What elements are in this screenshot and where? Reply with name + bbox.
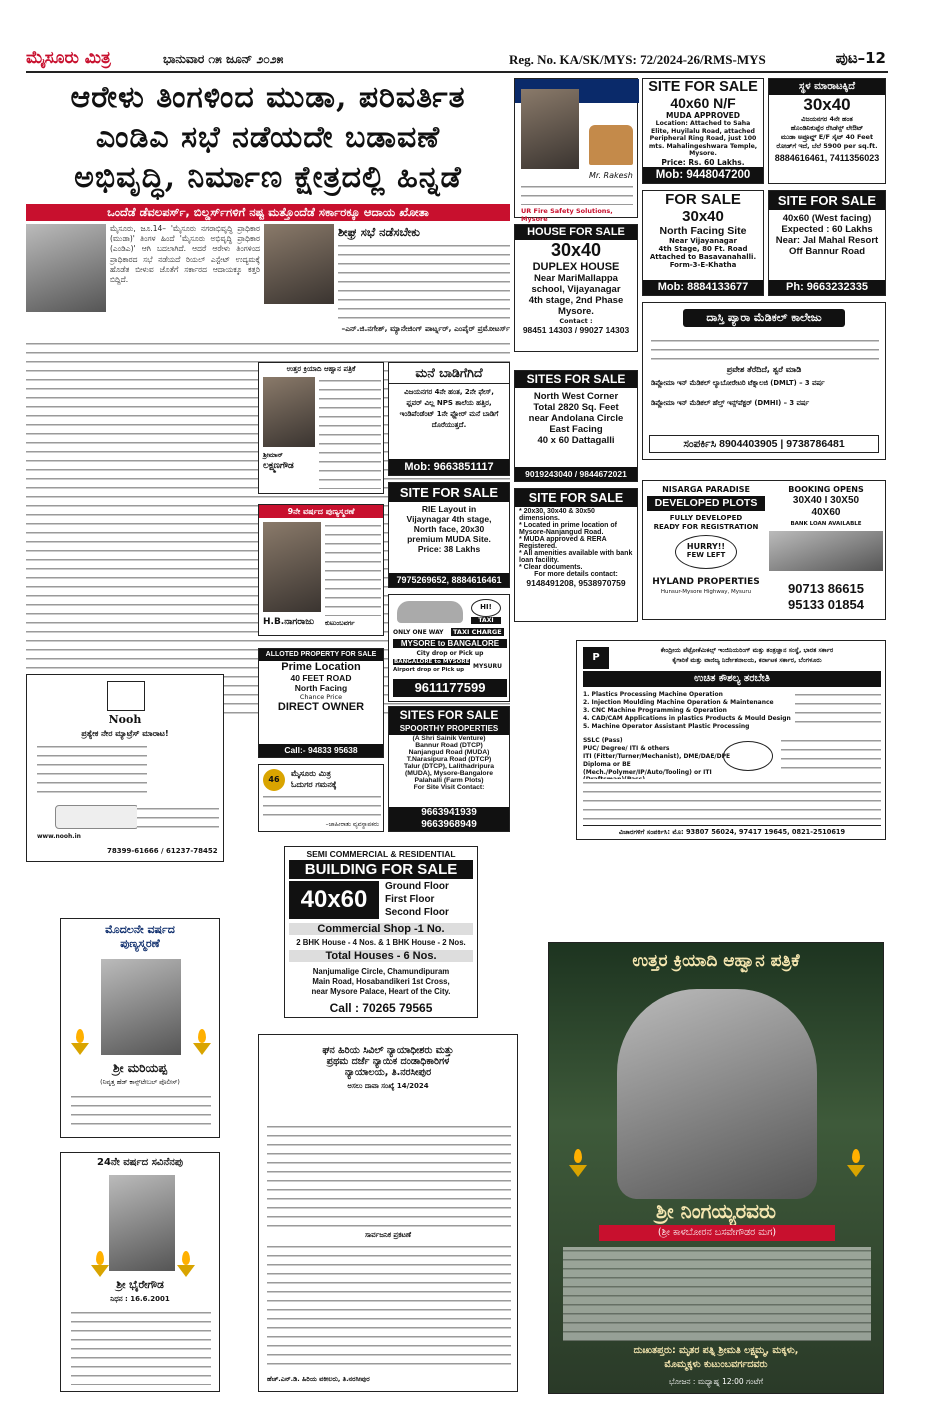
cipet-header: ಕೇಂದ್ರೀಯ ಪೆಟ್ರೋಕೆಮಿಕಲ್ಸ್ ಇಂಜಿನಿಯರಿಂಗ್ ಮತ್ತು ತಂತ್ರಜ್ಞಾನ ಸಂಸ್ಥೆ, ಭಾರತ ಸರ್ಕಾರ <box>660 647 834 654</box>
site-20x30-l2: * Located in prime location of Mysore-Nanjangud Road. <box>519 522 618 536</box>
birthday-photo <box>521 89 579 169</box>
cipet-course-5: 5. Machine Operator Assistant Plastic Processing <box>583 723 750 730</box>
taxi-route-2b: Airport drop or Pick up <box>393 667 465 673</box>
site-3040-kn-l1: ವಿಜಯನಗರ 4ನೇ ಹಂತ <box>801 115 853 123</box>
nooh-brand: Nooh <box>108 713 142 726</box>
hurry-bubble <box>675 535 737 569</box>
medical-phone: ಸಂಪರ್ಕಿಸಿ 8904403905 | 9738786481 <box>649 435 879 453</box>
readers-text <box>263 793 381 821</box>
obit-bhairegowda-photo <box>109 1175 175 1271</box>
house-sale-l2: school, Vijayanagar <box>531 284 621 295</box>
nooh-phone: 78399-61666 / 61237-78452 <box>107 847 218 855</box>
allotted-l1: Prime Location <box>281 661 361 673</box>
court-title-1: ಘನ ಹಿರಿಯ ಸಿವಿಲ್ ನ್ಯಾಯಾಧೀಶರು ಮತ್ತು <box>322 1045 454 1056</box>
spoorthy-sub: SPOORTHY PROPERTIES <box>389 723 509 735</box>
house-sale-ad <box>514 224 638 352</box>
sites-andolana-l4: East Facing <box>549 424 603 435</box>
obit-lakshman-name: ಲಕ್ಷ್ಮಣಗೌಡ <box>263 461 294 471</box>
site-20x30-phone: 9148491208, 9538970759 <box>526 578 626 588</box>
spoorthy-l3: Nanjangud Road (MUDA) <box>408 749 490 756</box>
obit-nagaraju-name: H.B.ನಾಗರಾಜು <box>263 617 315 627</box>
nisarga-loan: BANK LOAN AVAILABLE <box>790 521 862 527</box>
house-sale-l4: Mysore. <box>558 306 594 317</box>
spoorthy-l2: Bannur Road (DTCP) <box>415 742 483 749</box>
building-sale-ad <box>284 846 478 1018</box>
obit-ningayya-food: ಭೋಜನ : ಮಧ್ಯಾಹ್ನ 12:00 ಗಂಟೆಗೆ <box>668 1377 764 1386</box>
cipet-course-2: 2. Injection Moulding Machine Operation & Maintenance <box>583 699 774 706</box>
nisarga-photo <box>769 531 883 571</box>
site-3040-kn-ad <box>768 78 886 184</box>
obit-nagaraju-title: 9ನೇ ವರ್ಷದ ಪುಣ್ಯಸ್ಮರಣೆ <box>259 505 383 518</box>
obit-mariyappa-name: ಶ್ರೀ ಮರಿಯಪ್ಪ <box>113 1061 167 1075</box>
site-4060-title: SITE FOR SALE <box>648 79 758 95</box>
medical-title: ದಾಸ್ತಿ ಪ್ಯಾರಾ ಮೆಡಿಕಲ್ ಕಾಲೇಜು <box>683 309 845 327</box>
taxi-phone: 9611177599 <box>393 679 507 697</box>
site-rie-l5: Price: 38 Lakhs <box>417 544 481 554</box>
birthday-ad <box>514 78 638 223</box>
sites-andolana-phone: 9019243040 / 9844672021 <box>515 467 637 481</box>
flame-icon-right <box>198 1029 206 1043</box>
taxi-route-2c: MYSURU <box>473 663 503 670</box>
site-4060-approved: MUDA APPROVED <box>665 111 741 120</box>
obit-lakshman-photo <box>263 377 315 447</box>
obit-ningayya <box>548 942 884 1394</box>
site-20x30-ad <box>514 488 638 622</box>
obit-ningayya-text <box>563 1247 871 1341</box>
sites-andolana-l2: Total 2820 Sq. Feet <box>533 402 619 413</box>
obit-mariyappa-text <box>71 1093 211 1131</box>
site-jal-title: SITE FOR SALE <box>769 191 885 210</box>
birthday-wishes <box>521 183 633 205</box>
obit-bhairegowda-title: 24ನೇ ವರ್ಷದ ಸವಿನೆನಪು <box>97 1157 183 1168</box>
site-3040-kn-phone: 8884616461, 7411356023 <box>774 153 880 163</box>
masthead-rule <box>26 71 888 73</box>
readers-title: ಓದುಗರ ಗಮನಕ್ಕೆ <box>291 780 337 789</box>
obit-bhairegowda <box>60 1152 220 1392</box>
spoorthy-title: SITES FOR SALE <box>389 707 509 723</box>
nisarga-phone-2: 95133 01854 <box>788 597 864 612</box>
masthead <box>26 44 886 70</box>
cipet-logo: P <box>583 647 609 669</box>
readers-logo: ಮೈಸೂರು ಮಿತ್ರ <box>291 769 331 778</box>
for-sale-3040-mobile: Mob: 8884133677 <box>643 280 763 295</box>
lead-subhead: ಒಂದೆಡೆ ಡೆವಲಪರ್ಸ್, ಬಿಲ್ಡರ್ಸ್‌ಗಳಿಗೆ ನಷ್ಟ ಮತ್ತೊಂದೆಡೆ ಸರ್ಕಾರಕ್ಕೂ ಆದಾಯ ಖೋತಾ <box>26 204 510 221</box>
obit-mariyappa-title-1: ಮೊದಲನೇ ವರ್ಷದ <box>105 923 175 936</box>
medical-college-ad <box>642 302 886 460</box>
obit-bhairegowda-text <box>71 1309 211 1385</box>
allotted-l4: Chance Price <box>299 693 343 701</box>
house-sale-l1: Near MariMallappa <box>534 273 618 284</box>
cipet-qual-4: Diploma or BE (Mech./Polymer/IP/Auto/Tooling) or ITI <box>583 761 712 776</box>
site-20x30-l1: * 20x30, 30x40 & 30x50 dimensions. <box>519 508 595 522</box>
cipet-course-3: 3. CNC Machine Programming & Operation <box>583 707 727 714</box>
cipet-course-4: 4. CAD/CAM Applications in plastics Products & Mould Design <box>583 715 791 722</box>
site-20x30-l3: * MUDA approved & RERA Registered. <box>519 536 607 550</box>
building-size: 40x60 <box>289 881 379 919</box>
for-sale-3040-size: 30x40 <box>682 208 724 225</box>
for-sale-3040-l4: Form-3-E-Khatha <box>669 261 737 269</box>
spoorthy-l6: (MUDA), Mysore-Bangalore <box>405 770 493 777</box>
spoorthy-l7: Palahalli (Farm Plots) <box>414 777 484 784</box>
cipet-badge <box>723 741 773 771</box>
nisarga-booking: BOOKING OPENS <box>788 485 864 494</box>
sites-andolana-l5: 40 x 60 Dattagalli <box>537 435 615 446</box>
house-sale-phone: 98451 14303 / 99027 14303 <box>522 325 630 335</box>
building-title: BUILDING FOR SALE <box>289 860 473 879</box>
court-case-number: ಅಸಲು ದಾವಾ ಸಂಖ್ಯೆ 14/2024 <box>347 1082 429 1090</box>
site-rie-l3: North face, 20x30 <box>413 524 485 534</box>
court-body-2 <box>267 1243 511 1369</box>
obit-ningayya-name: ಶ್ರೀ ನಿಂಗಯ್ಯರವರು <box>656 1199 776 1223</box>
site-rie-l4: premium MUDA Site. <box>407 534 491 544</box>
for-sale-3040-l1: Near Vijayanagar <box>668 237 737 245</box>
site-jal-l1: 40x60 (West facing) <box>782 213 872 224</box>
quote-box-sign: –ಎನ್.ಜಿ.ನಗೇಶ್, ಮ್ಯಾನೇಜಿಂಗ್ ಪಾರ್ಟ್ನರ್, ಎಂಪೈರ್ ಪ್ರಮೋಟರ್ಸ್ <box>341 324 510 333</box>
obit-bhairegowda-date: ನಿಧನ : 16.6.2001 <box>110 1295 170 1303</box>
allotted-l2: 40 FEET ROAD <box>290 673 352 683</box>
obit-lakshman-title: ಉತ್ತರ ಕ್ರಿಯಾದಿ ಆಹ್ವಾನ ಪತ್ರಿಕೆ <box>286 365 356 373</box>
court-title-3: ನ್ಯಾಯಾಲಯ, ತಿ.ನರಸೀಪುರ <box>344 1067 432 1078</box>
site-rie-ad <box>388 482 510 588</box>
for-sale-3040-title: FOR SALE <box>665 191 741 208</box>
headline-line-2: ಎಂಡಿಎ ಸಭೆ ನಡೆಯದೇ ಬಡಾವಣೆ <box>95 120 441 155</box>
house-sale-contact: Contact : <box>559 317 593 325</box>
mattress-image <box>55 805 139 829</box>
medical-course-1: ಡಿಪ್ಲೋಮಾ ಇನ್ ಮೆಡಿಕಲ್ ಲ್ಯಾಬೋರೇಟರಿ ಟೆಕ್ನಾಲಜಿ (DMLT) – 3 ವರ್ಷ <box>651 379 825 387</box>
site-jal-ad <box>768 190 886 296</box>
masthead-date: ಭಾನುವಾರ ೧೫ ಜೂನ್ ೨೦೨೫ <box>163 52 284 66</box>
nooh-url: www.nooh.in <box>37 833 81 840</box>
statue-photo <box>26 224 106 312</box>
court-title-2: ಪ್ರಥಮ ದರ್ಜೆ ನ್ಯಾಯಿಕ ದಂಡಾಧಿಕಾರಿಗಳ <box>326 1056 450 1067</box>
sites-andolana-title: SITES FOR SALE <box>515 371 637 388</box>
nisarga-ad <box>642 480 886 620</box>
spoorthy-l1: (A Shri Sainik Venture) <box>412 735 486 742</box>
birthday-name: Mr. Rakesh <box>589 171 633 180</box>
building-addr-2: Main Road, Hosabandikeri 1st Cross, <box>312 977 450 986</box>
obit-ningayya-mourners: ದುಃಖತಪ್ತರು: ಮೃತರ ಪತ್ನಿ ಶ್ರೀಮತಿ ಲಕ್ಷ್ಮಮ್ಮ, ಮಕ್ಕಳು, <box>633 1345 799 1356</box>
lamp-icon-right-2 <box>177 1265 195 1277</box>
cipet-header-2: ಕೈಗಾರಿಕೆ ಮತ್ತು ವಾಣಿಜ್ಯ ನಿರ್ದೇಶನಾಲಯ, ಕರ್ನಾಟಕ ಸರ್ಕಾರ, ಬೆಂಗಳೂರು <box>672 657 822 664</box>
obit-nagaraju <box>258 504 384 636</box>
site-3040-kn-l3: ಮುಡಾ ಅಪ್ರೂವ್ಡ್ E/F ಸೈಟ್ 40 Feet <box>780 133 874 141</box>
flame-icon-right-3 <box>852 1149 860 1163</box>
flame-icon-right-2 <box>182 1251 190 1265</box>
lamp-icon-right-3 <box>847 1165 865 1177</box>
for-sale-3040-ad <box>642 190 764 296</box>
few-left-text: FEW LEFT <box>686 551 726 559</box>
taxi-oneway: ONLY ONE WAY <box>393 629 444 636</box>
masthead-logo: ಮೈಸೂರು ಮಿತ್ರ <box>26 48 111 68</box>
spoorthy-phone-2: 9663968949 <box>389 819 509 831</box>
house-rent-l3: ಇಂಡಿಪೆಂಡೆಂಟ್ 1ನೇ ಫ್ಲೋರ್ ಮನೆ ಬಾಡಿಗೆ ದೊರೆಯುತ್ತದೆ. <box>399 410 499 429</box>
quote-box-title: ಶೀಘ್ರ ಸಭೆ ನಡೆಸಬೇಕು <box>338 225 420 239</box>
site-20x30-l5: * Clear documents. <box>519 564 583 571</box>
building-shop: Commercial Shop -1 No. <box>289 923 473 935</box>
site-20x30-l6: For more details contact: <box>534 571 618 578</box>
building-floor-1: Ground Floor <box>385 881 449 892</box>
house-rent-l1: ವಿಜಯನಗರ 4ನೇ ಹಂತ, 2ನೇ ಫೇಸ್, <box>404 388 494 396</box>
obit-ningayya-mourners-2: ಮೊಮ್ಮಕ್ಕಳು ಕುಟುಂಬವರ್ಗದವರು <box>664 1359 768 1370</box>
obit-lakshman-tag: ಶ್ರೀಮಾನ್ <box>263 451 283 459</box>
allotted-title: ALLOTED PROPERTY FOR SALE <box>259 649 383 661</box>
site-jal-l2: Expected : 60 Lakhs <box>781 224 873 235</box>
building-floor-2: First Floor <box>385 894 435 905</box>
nooh-ad <box>26 674 224 862</box>
medical-entry: ಪ್ರವೇಶ ತೆರೆದಿದೆ, ತ್ವರೆ ಮಾಡಿ <box>726 365 802 374</box>
nisarga-sizes-2: 40X60 <box>811 507 841 518</box>
readers-notice <box>258 764 384 832</box>
for-sale-3040-sub: North Facing Site <box>659 225 747 237</box>
obit-ningayya-title: ಉತ್ತರ ಕ್ರಿಯಾದಿ ಆಹ್ವಾನ ಪತ್ರಿಕೆ <box>632 951 800 971</box>
sites-andolana-l3: near Andolana Circle <box>528 413 624 424</box>
nooh-features <box>37 743 147 799</box>
obit-lakshman <box>258 362 384 494</box>
site-rie-phone: 7975269652, 8884616461 <box>389 573 509 587</box>
sites-andolana-l1: North West Corner <box>533 391 619 402</box>
flame-icon-left-2 <box>96 1251 104 1265</box>
page-number: ಪುಟ–12 <box>835 49 886 67</box>
site-3040-kn-title: ಸ್ಥಳ ಮಾರಾಟಕ್ಕಿದೆ <box>769 79 885 95</box>
headline-line-1: ಆರೇಳು ತಿಂಗಳಿಂದ ಮುಡಾ, ಪರಿವರ್ತಿತ <box>70 80 466 115</box>
nooh-address <box>137 805 219 835</box>
nisarga-address: Hunsur-Mysore Highway, Mysuru <box>660 589 752 595</box>
site-rie-l2: Vijaynagar 4th stage, <box>406 514 492 524</box>
cake-icon <box>589 125 633 165</box>
medical-course-2: ಡಿಪ್ಲೋಮಾ ಇನ್ ಮೆಡಿಕಲ್ ಹೆಲ್ತ್ ಇನ್ಸ್‌ಪೆಕ್ಟರ್ (DMHI) – 3 ವರ್ಷ <box>651 399 809 407</box>
site-jal-l4: Off Bannur Road <box>789 246 865 257</box>
readers-badge: 46 <box>263 769 285 791</box>
sites-spoorthy-ad <box>388 706 510 832</box>
site-3040-kn-l2: ಹೊಂಡಿನಿಕುಪ್ಪೆರ ರೆಸಿಡೆನ್ಸ್ ಲೇಔಟ್ <box>790 124 864 132</box>
house-rent-title: ಮನೆ ಬಾಡಿಗೆಗಿದೆ <box>389 363 509 384</box>
spoorthy-l5: Talur (DTCP), Lalithadripura <box>403 763 495 770</box>
site-4060-mobile: Mob: 9448047200 <box>643 167 763 183</box>
site-4060-price: Price: Rs. 60 Lakhs. <box>661 157 745 167</box>
obit-mariyappa-sub: (ನಿವೃತ್ತ ಹೆಡ್‌ ಕಾನ್ಸ್‌ಟೇಬಲ್ ಪೊಲೀಸ್) <box>100 1079 180 1086</box>
cipet-footer: ವಿಚಾರಗಳಿಗೆ ಸಂಪರ್ಕಿಸಿ: ಮೊ: 93807 56024, 97417 19645, 0821-2510619 <box>583 825 881 837</box>
nisarga-sub2: READY FOR REGISTRATION <box>653 523 759 531</box>
hurry-text: HURRY!! <box>686 542 726 551</box>
site-3040-kn-l4: ರೋಡ್‌ಗೆ ಇದೆ, ಬೆಲೆ 5900 per sq.ft. <box>776 142 878 150</box>
lamp-icon-left-3 <box>569 1165 587 1177</box>
obit-ningayya-photo <box>617 989 817 1199</box>
house-sale-l3: 4th stage, 2nd Phase <box>528 295 624 306</box>
house-sale-size: 30x40 <box>550 240 602 260</box>
house-rent-mobile: Mob: 9663851117 <box>389 459 509 475</box>
site-4060-size: 40x60 N/F <box>670 95 736 111</box>
medical-description <box>651 337 879 361</box>
court-mid-heading: ಸಾರ್ವಜನಿಕ ಪ್ರಕಟಣೆ <box>364 1231 412 1239</box>
site-4060-location: Location: Attached to Saha Elite, Huyilalu Road, attached Peripheral Ring Road, just 100 mts. Mahalingeshwara Temple, Mysore. <box>648 120 758 157</box>
cipet-course-1: 1. Plastics Processing Machine Operation <box>583 691 723 698</box>
readers-sign: –ಜಾಹೀರಾತು ವ್ಯವಸ್ಥಾಪಕರು <box>325 821 379 828</box>
obit-mariyappa <box>60 918 220 1138</box>
flame-icon-left-3 <box>574 1149 582 1163</box>
obit-mariyappa-title-2: ಪುಣ್ಯಸ್ಮರಣೆ <box>120 937 160 950</box>
masthead-reg: Reg. No. KA/SK/MYS: 72/2024-26/RMS-MYS <box>509 52 766 67</box>
for-sale-3040-l3: Attached to Basavanahalli. <box>649 253 757 261</box>
site-rie-title: SITE FOR SALE <box>389 483 509 502</box>
court-body-1 <box>267 1123 511 1229</box>
taxi-hi: HI! <box>471 599 501 617</box>
nooh-tagline: ಪ್ರತ್ಯೇಕ ನೇರ ಮ್ಯಾಟ್ರೆಸ್ ಮಾರಾಟ! <box>81 729 169 738</box>
cipet-qual-3: ITI (Fitter/Turner/Mechanist), DME/DAE/DPE <box>583 753 731 760</box>
house-sale-sub: DUPLEX HOUSE <box>532 261 620 273</box>
lamp-icon-left <box>71 1043 89 1055</box>
headline-line-3: ಅಭಿವೃದ್ಧಿ, ನಿರ್ಮಾಣ ಕ್ಷೇತ್ರದಲ್ಲಿ ಹಿನ್ನಡೆ <box>74 160 462 195</box>
taxi-label: TAXI <box>471 617 501 624</box>
spoorthy-phone-1: 9663941939 <box>389 807 509 819</box>
house-rent-ad <box>388 362 510 476</box>
site-20x30-l4: * All amenities available with bank loan facility. <box>519 550 633 564</box>
building-floor-3: Second Floor <box>385 907 449 918</box>
quote-box-text <box>338 242 510 322</box>
cipet-qual-2: PUC/ Degree/ ITI & others <box>583 745 670 752</box>
cipet-benefits <box>795 691 881 727</box>
nisarga-props: HYLAND PROPERTIES <box>652 577 760 587</box>
site-rie-l1: RIE Layout in <box>421 504 477 514</box>
cipet-stipend <box>781 737 881 773</box>
site-jal-l3: Near: Jal Mahal Resort <box>775 235 879 246</box>
building-top: SEMI COMMERCIAL & RESIDENTIAL <box>306 849 456 859</box>
building-bhk: 2 BHK House - 4 Nos. & 1 BHK House - 2 Nos. <box>296 938 466 947</box>
spoorthy-l8: For Site Visit Contact: <box>413 784 485 791</box>
obit-bhairegowda-name: ಶ್ರೀ ಭೈರೇಗೌಡ <box>116 1279 164 1291</box>
nisarga-brand: NISARGA PARADISE <box>662 485 750 494</box>
nisarga-sub1: FULLY DEVELOPED <box>669 514 743 522</box>
cipet-qual-1: SSLC (Pass) <box>583 737 623 744</box>
house-rent-l2: ಫ್ಲವರ್ ವಿಲ್ಲ NPS ಶಾಲೆಯ ಹತ್ತಿರ, <box>406 399 492 407</box>
building-addr-1: Nanjumalige Circle, Chamundipuram <box>312 967 450 976</box>
obit-nagaraju-sign: ಕುಟುಂಬವರ್ಗ <box>325 619 355 627</box>
nooh-logo-icon <box>107 681 145 711</box>
house-sale-title: HOUSE FOR SALE <box>515 225 637 240</box>
allotted-call: Call:- 94833 95638 <box>259 744 383 757</box>
taxi-ad <box>388 594 510 702</box>
obit-lakshman-text <box>319 377 381 489</box>
obit-nagaraju-text <box>325 522 381 616</box>
nagesh-photo <box>264 224 334 304</box>
birthday-footer: UR Fire Safety Solutions, Mysore <box>521 207 613 223</box>
cipet-ad <box>576 640 886 840</box>
lamp-icon-right <box>193 1043 211 1055</box>
taxi-route-1b: City drop or Pick up <box>416 650 484 657</box>
obit-mariyappa-photo <box>101 959 181 1055</box>
taxi-route-2: BANGALORE to MYSORE <box>394 659 470 665</box>
nisarga-sizes-1: 30X40 I 30X50 <box>792 495 860 506</box>
cipet-description <box>583 779 881 823</box>
nisarga-phone-1: 90713 86615 <box>788 581 864 596</box>
building-total: Total Houses - 6 Nos. <box>289 950 473 962</box>
nisarga-title: DEVELOPED PLOTS <box>647 496 765 511</box>
site-jal-phone: Ph: 9663232335 <box>769 280 885 295</box>
for-sale-3040-l2: 4th Stage, 80 Ft. Road <box>658 245 748 253</box>
lead-paragraph-1: ಮೈಸೂರು, ಜೂ.14– 'ಮೈಸೂರು ನಗರಾಭಿವೃದ್ಧಿ ಪ್ರಾಧಿಕಾರ (ಮುಡಾ)' ತಿಂಗಳ ಹಿಂದೆ 'ಮೈಸೂರು ಅಭಿವೃದ್ಧಿ ಪ್ರಾಧಿಕಾರ (ಎಂಡಿಎ)' ಆಗಿ ಬದಲಾಗಿದೆ. ಆದರೆ ಆರೇಳು ತಿಂಗಳಿಂದ ಪ್ರಾಧಿಕಾರದ ಸಭೆ ನಡೆಯದೆ ರಿಯಲ್ ಎಸ್ಟೇಟ್ ಉದ್ಯಮಕ್ಕೆ ಹೊಡೆತ ಬೀಳುವ ಜೊತೆಗೆ ಸರ್ಕಾರದ ಆದಾಯಕ್ಕೂ ಕತ್ತರಿ ಬಿದ್ದಿದೆ. <box>110 224 260 285</box>
site-20x30-title: SITE FOR SALE <box>515 489 637 507</box>
spoorthy-l4: T.Narasipura Road (DTCP) <box>406 756 492 763</box>
building-addr-3: near Mysore Palace, Heart of the City. <box>311 987 451 996</box>
allotted-l3: North Facing <box>294 683 348 693</box>
lamp-icon-left-2 <box>91 1265 109 1277</box>
flame-icon-left <box>76 1029 84 1043</box>
taxi-charge: TAXI CHARGE <box>453 628 502 636</box>
court-notice <box>258 1034 518 1392</box>
obit-nagaraju-photo <box>263 522 321 612</box>
car-icon <box>397 601 463 623</box>
obit-ningayya-sub: (ಶ್ರೀ ಕಾಳಬೋರನ ಬಸವೇಗೌಡರ ಮಗ) <box>599 1225 835 1241</box>
building-call: Call : 70265 79565 <box>329 1001 433 1015</box>
court-sign: ಹೆಚ್.ಎನ್.ಡಿ. ಹಿರಿಯ ವಕೀಲರು, ತಿ.ನರಸೀಪುರ <box>267 1375 370 1383</box>
cipet-banner: ಉಚಿತ ಕೌಶಲ್ಯ ತರಬೇತಿ <box>583 671 881 687</box>
sites-andolana-ad <box>514 370 638 482</box>
allotted-l5: DIRECT OWNER <box>277 701 365 713</box>
taxi-route-1: MYSORE to BANGALORE <box>393 639 507 648</box>
site-3040-kn-size: 30x40 <box>803 95 851 114</box>
site-4060-ad <box>642 78 764 184</box>
allotted-ad <box>258 648 384 758</box>
